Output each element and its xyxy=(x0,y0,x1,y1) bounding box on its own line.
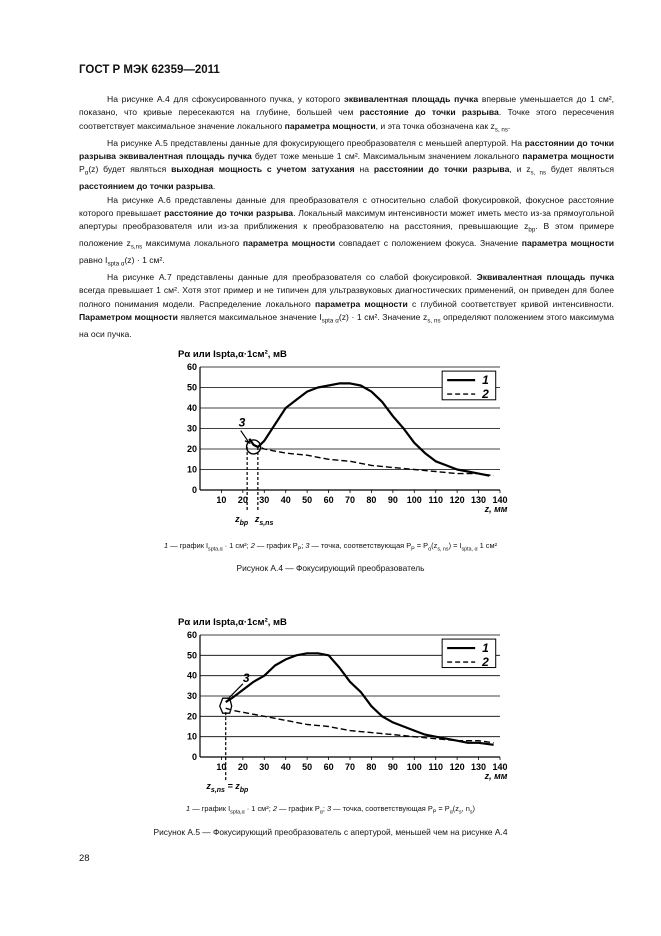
text-run: — график I xyxy=(190,804,231,813)
text-run: · 1 см²; xyxy=(244,804,273,813)
subscript: s,ns xyxy=(259,520,274,527)
text-run: (z xyxy=(431,541,438,550)
legend-label: 2 xyxy=(482,387,489,402)
x-tick-label: 10 xyxy=(216,762,227,772)
y-tick-label: 10 xyxy=(186,464,197,475)
text-run: 3 xyxy=(305,541,310,550)
bold-term: параметра мощности xyxy=(521,238,614,249)
x-tick-label: 60 xyxy=(323,762,334,772)
subscript: s, ns xyxy=(494,126,508,134)
paragraph xyxy=(79,194,614,272)
y-tick-label: 30 xyxy=(186,691,197,701)
x-tick-label: 30 xyxy=(259,495,270,505)
x-tick-label: 10 xyxy=(216,495,227,505)
subscript: α xyxy=(319,809,323,816)
x-tick-label: 50 xyxy=(302,762,313,772)
text-run: . xyxy=(507,120,511,131)
z-sns-label: $z_{s,ns} = z_{bp}$ xyxy=(206,781,249,794)
y-tick-label: 0 xyxy=(191,485,197,495)
subscript: spta,α xyxy=(208,546,223,553)
subscript: s xyxy=(458,809,462,816)
x-tick-label: 130 xyxy=(471,495,487,505)
y-tick-label: 50 xyxy=(186,382,197,393)
text-run: , n xyxy=(461,804,470,813)
bold-term: параметра мощности xyxy=(242,238,336,249)
chart1-legend-caption xyxy=(0,541,661,552)
y-tick-label: 60 xyxy=(186,630,197,640)
text-run: впервые уменьшается до 1 см², показано, что кривые пересекаются на глубине, большей чем xyxy=(79,94,614,118)
y-tick-label: 60 xyxy=(186,362,197,372)
text-run: (z) · 1 см². Значение z xyxy=(338,312,428,323)
subscript: spta, α xyxy=(461,546,478,553)
x-tick-label: 100 xyxy=(406,495,422,505)
bold-term: расстоянии до точки разрыва эквивалентная площадь пучка xyxy=(79,137,614,161)
text-run: ) = I xyxy=(448,541,462,550)
legend-label: 2 xyxy=(482,655,489,670)
bold-term: параметра мощности xyxy=(284,120,376,131)
body-text xyxy=(79,93,614,341)
z-sns-label: $z_{s,ns}$ xyxy=(254,514,274,527)
text-run: определяют положением этого максимума на оси пучка. xyxy=(79,312,614,340)
subscript: s xyxy=(469,809,473,816)
text-run: ) xyxy=(472,804,475,813)
x-tick-label: 40 xyxy=(280,762,291,772)
x-tick-label: 80 xyxy=(366,495,377,505)
text-run: — график P xyxy=(276,804,320,813)
text-run: 1 см² xyxy=(477,541,498,550)
subscript: spta α xyxy=(107,260,125,268)
text-run: ; xyxy=(301,541,306,550)
text-run: будет тоже меньше 1 см². Максимальным значением локального xyxy=(251,150,523,161)
subscript: bp xyxy=(239,787,249,794)
paragraph xyxy=(79,271,614,341)
z-bp-label: $z_{bp}$ xyxy=(235,514,249,527)
text-run: является максимальное значение I xyxy=(177,312,322,323)
subscript: s,ns xyxy=(210,787,225,794)
text-run: 1 xyxy=(186,804,191,813)
text-run: = P xyxy=(414,541,429,550)
y-tick-label: 20 xyxy=(186,711,197,722)
text-run: совпадает с положением фокуса. Значение xyxy=(335,238,522,249)
subscript: spta,α xyxy=(230,809,245,816)
x-tick-label: 140 xyxy=(492,762,508,772)
text-run: — график I xyxy=(168,541,209,550)
paragraph xyxy=(79,137,614,194)
text-run: . Локальный максимум интенсивности может иметь место из-за прямоугольной апертуры преобразователя или из-за приближения к преобразователю на расстояния, превышающие z xyxy=(79,207,615,232)
y-tick-label: 30 xyxy=(186,423,197,434)
text-run: На рисунке А.7 представлены данные для преобразователя со слабой фокусировкой. xyxy=(107,272,477,283)
x-tick-label: 140 xyxy=(492,495,508,505)
figure-a5-title: Рисунок А.5 — Фокусирующий преобразователь с апертурой, меньшей чем на рисунке А.4 xyxy=(153,827,508,837)
bold-term: расстоянии до точки разрыва xyxy=(373,164,510,175)
subscript: bp xyxy=(528,226,536,234)
x-tick-label: 120 xyxy=(449,495,465,505)
point-3-marker xyxy=(220,698,232,713)
text-run: 1 xyxy=(163,541,169,550)
y-tick-label: 50 xyxy=(186,650,197,661)
x-tick-label: 20 xyxy=(237,762,248,772)
subscript: s,ns xyxy=(130,243,143,251)
x-axis-label: z, мм xyxy=(484,504,508,514)
text-run: — график P xyxy=(254,541,298,550)
text-run: · 1 см²; xyxy=(222,541,251,550)
text-run: , и z xyxy=(509,164,531,175)
text-run: (z xyxy=(452,804,459,813)
text-run: (z) · 1 см². xyxy=(124,255,165,266)
y-tick-label: 20 xyxy=(186,444,197,454)
text-run: ; xyxy=(322,804,327,813)
y-tick-label: 40 xyxy=(186,670,197,681)
x-tick-label: 30 xyxy=(259,762,270,772)
chart-figure-a5 xyxy=(0,610,661,800)
chart-figure-a4 xyxy=(0,350,661,535)
x-tick-label: 120 xyxy=(449,762,465,772)
x-tick-label: 130 xyxy=(471,762,487,772)
bold-term: расстояние до точки разрыва xyxy=(359,107,499,118)
subscript: α xyxy=(449,809,453,816)
text-run: . В этом примере положение z xyxy=(79,221,614,249)
x-tick-label: 50 xyxy=(302,495,313,505)
x-tick-label: 100 xyxy=(406,762,422,772)
page-number: 28 xyxy=(79,853,90,864)
text-run: На рисунке А.5 представлены данные для фокусирующего преобразователя с меньшей апертурой. На xyxy=(107,137,525,148)
text-run: На рисунке А.4 для сфокусированного пучка, у которого xyxy=(107,94,344,104)
bold-term: выходная мощность с учетом затухания xyxy=(171,164,355,175)
text-run: 2 xyxy=(250,541,255,550)
chart2-legend-caption xyxy=(0,804,661,815)
x-tick-label: 90 xyxy=(387,495,398,505)
bold-term: параметра мощности xyxy=(315,298,408,309)
legend-label: 1 xyxy=(482,373,489,388)
text-run: 3 xyxy=(326,804,332,813)
bold-term: Эквивалентная площадь пучка xyxy=(476,272,614,283)
bold-term: Параметром мощности xyxy=(79,312,178,323)
bold-term: расстояние до точки разрыва xyxy=(164,207,294,218)
series-line-2 xyxy=(245,441,494,476)
x-tick-label: 60 xyxy=(323,495,334,505)
x-tick-label: 110 xyxy=(428,495,443,505)
paragraph xyxy=(79,93,614,137)
text-run: — точка, соответствующая P xyxy=(331,804,433,813)
text-run: , и эта точка обозначена как z xyxy=(375,120,495,131)
point-3-label: 3 xyxy=(238,415,246,430)
x-tick-label: 20 xyxy=(237,495,248,505)
legend-label: 1 xyxy=(482,641,489,656)
figure-a4-title: Рисунок А.4 — Фокусирующий преобразователь xyxy=(236,563,425,573)
subscript: s, ns xyxy=(530,169,547,177)
x-tick-label: 90 xyxy=(387,762,398,772)
text-run: P xyxy=(79,164,85,175)
bold-term: расстоянием до точки разрыва xyxy=(79,181,213,192)
subscript: P xyxy=(432,809,437,816)
x-tick-label: 70 xyxy=(344,495,356,505)
x-axis-label: z, мм xyxy=(484,771,508,781)
bold-term: эквивалентная площадь пучка xyxy=(343,94,479,104)
x-tick-label: 110 xyxy=(428,762,443,772)
point-3-label: 3 xyxy=(242,670,250,685)
series-line-2 xyxy=(226,708,494,743)
text-run: с глубиной соответствует кривой интенсивности. xyxy=(407,298,614,309)
subscript: s, ns xyxy=(437,546,449,553)
text-run: . Точке этого пересечения соответствует максимальное значение локального xyxy=(79,107,614,131)
x-tick-label: 80 xyxy=(366,762,377,772)
text-run: всегда превышает 1 см². Хотя этот пример и не типичен для ультразвуковых диагностических применений, он приведен для более полного понимания модели. Распределение локального xyxy=(79,285,614,309)
text-run: на xyxy=(354,164,374,175)
subscript: α xyxy=(428,546,432,553)
document-header: ГОСТ Р МЭК 62359—2011 xyxy=(79,64,220,76)
y-tick-label: 10 xyxy=(186,731,197,742)
y-tick-label: 40 xyxy=(186,403,197,413)
subscript: α xyxy=(84,169,89,177)
text-run: . xyxy=(212,181,216,192)
text-run: максимума локального xyxy=(142,238,243,249)
text-run: На рисунке А.6 представлены данные для преобразователя с относительно слабой фокусировкой, фокусное расстояние которого превышает xyxy=(79,194,614,218)
x-tick-label: 70 xyxy=(344,762,356,772)
equals-z: = z xyxy=(224,781,240,791)
y-axis-label: Pα или Ispta,α·1см², мВ xyxy=(178,617,287,628)
text-run: — точка, соответствующая P xyxy=(309,541,412,550)
y-axis-label: Pα или Ispta,α·1см², мВ xyxy=(178,350,287,360)
point-3-leader xyxy=(241,431,249,442)
text-run: (z) будет являться xyxy=(88,164,172,175)
text-run: будет являться xyxy=(546,164,614,175)
subscript: spta α xyxy=(321,317,339,325)
subscript: P xyxy=(297,546,302,553)
subscript: s, ns xyxy=(427,317,441,325)
subscript: P xyxy=(411,546,415,553)
subscript: bp xyxy=(239,520,249,527)
y-tick-label: 0 xyxy=(191,752,197,762)
x-tick-label: 40 xyxy=(280,495,291,505)
text-run: равно I xyxy=(79,255,108,266)
text-run: 2 xyxy=(272,804,277,813)
bold-term: параметра мощности xyxy=(522,150,614,161)
text-run: = P xyxy=(436,804,450,813)
